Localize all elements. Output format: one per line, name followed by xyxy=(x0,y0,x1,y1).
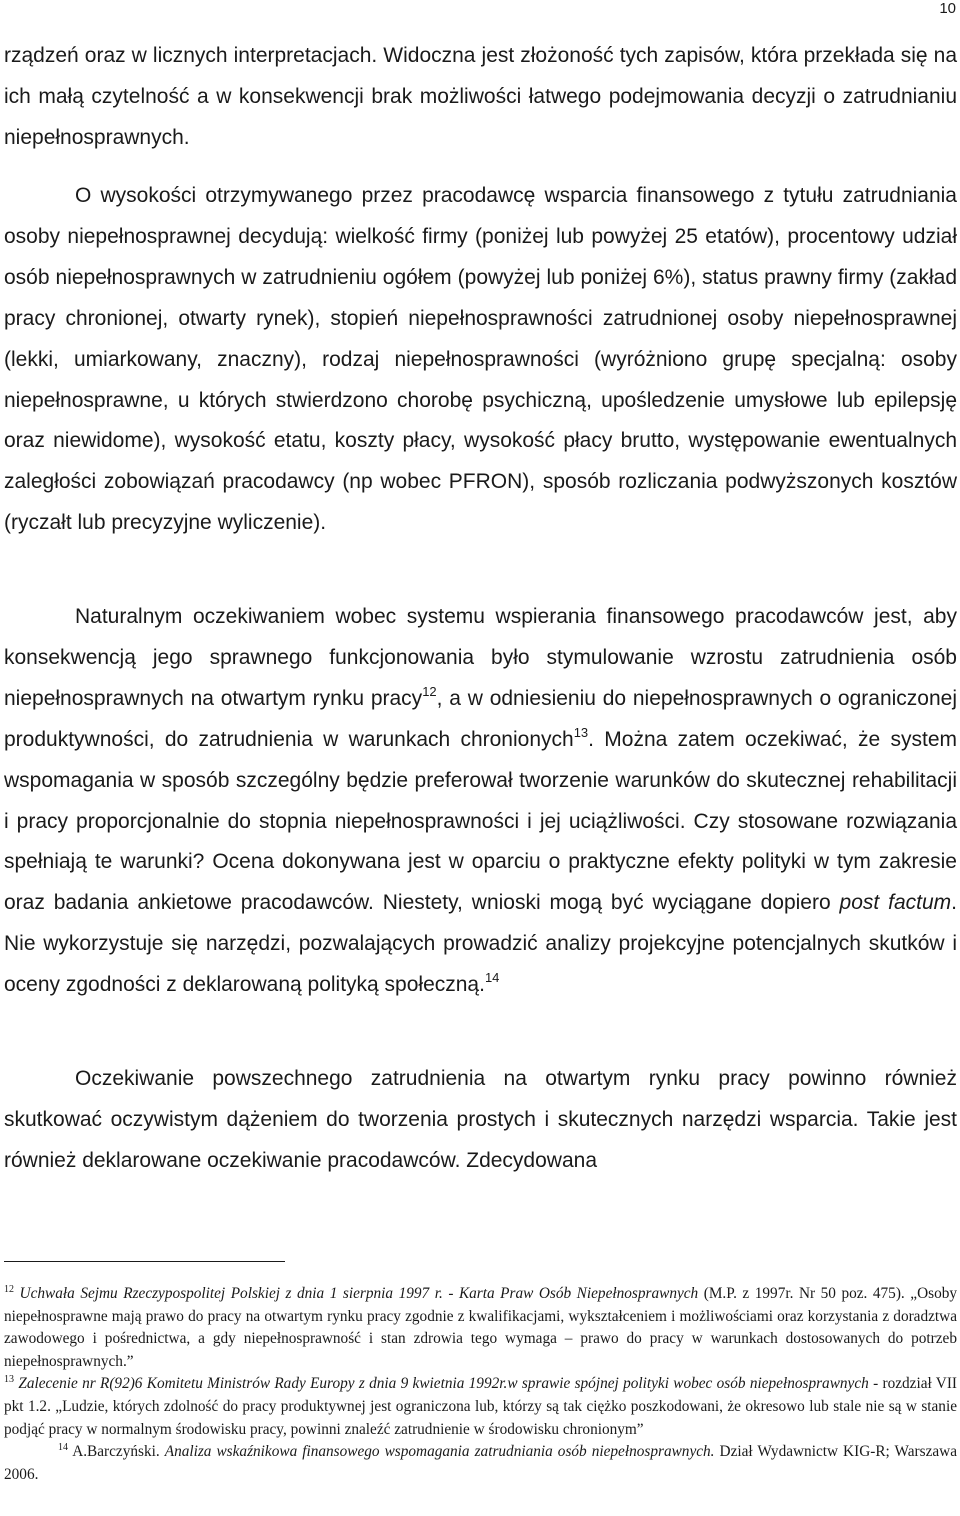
footnote-text: - rozdział VII pkt 1.2. „Ludzie, których zdolność do pracy produktywnej jest ograniczona lub, którzy są tak ciężko poszkodowani, że okresowo lub stale nie są w stanie podjąć pracy w normalnym środowisku pracy, powinni znaleźć zatrudnienie w środowisku chronionym” xyxy=(4,1375,958,1438)
footnote-citation: Analiza wskaźnikowa finansowego wspomagania zatrudniania osób niepełnosprawnych. xyxy=(164,1443,715,1461)
paragraph-segment: . Można zatem oczekiwać, że system wspomagania w sposób szczególny będzie preferował tworzenie warunków do skutecznej rehabilitacji i pracy proporcjonalnie do stopnia niepełnosprawności i jej uciążliwości. Czy stosowane rozwiązania spełniają te warunki? Ocena dokonywana jest w oparciu o praktyczne efekty polityki w tym zakresie oraz badania ankietowe pracodawców. Niestety, wnioski mogą być wyciągane dopiero xyxy=(4,727,957,915)
paragraph-4 xyxy=(4,1059,957,1182)
paragraph-1 xyxy=(4,36,957,159)
footnote-text: (M.P. z 1997r. Nr 50 poz. 475). „Osoby niepełnosprawne mają prawo do pracy na otwartym rynku pracy zgodnie z kwalifikacjami, wykształceniem i możliwościami oraz korzystania z doradztwa zawodowego i pośrednictwa, a gdy niepełnosprawność i stan zdrowia tego wymaga – prawo do pracy w warunkach dostosowanych do potrzeb niepełnosprawnych.” xyxy=(4,1285,958,1370)
footnote-citation: Uchwała Sejmu Rzeczypospolitej Polskiej z dnia 1 sierpnia 1997 r. - Karta Praw Osób Niepełnosprawnych xyxy=(19,1285,699,1302)
footnote-14 xyxy=(4,1441,957,1486)
paragraph-segment: . Nie wykorzystuje się narzędzi, pozwalających prowadzić analizy projekcyjne potencjalnych skutków i oceny zgodności z deklarowaną polityką społeczną. xyxy=(4,891,957,997)
footnote-ref-13[interactable]: 13 xyxy=(573,724,589,740)
footnote-text: Dział Wydawnictw KIG-R; Warszawa 2006. xyxy=(4,1443,957,1483)
footnote-number: 14 xyxy=(58,1442,68,1454)
paragraph-text: O wysokości otrzymywanego przez pracodawcę wsparcia finansowego z tytułu zatrudniania osoby niepełnosprawnej decydują: wielkość firmy (poniżej lub powyżej 25 etatów), procentowy udział osób niepełnosprawnych w zatrudnieniu ogółem (powyżej lub poniżej 6%), status prawny firmy (zakład pracy chronionej, otwarty rynek), stopień niepełnosprawności zatrudnionej osoby niepełnosprawnej (lekki, umiarkowany, znaczny), rodzaj niepełnosprawności (wyróżniono grupę specjalną: osoby niepełnosprawne, u których stwierdzono chorobę psychiczną, upośledzenie umysłowe lub epilepsję oraz niewidome), wysokość etatu, koszty płacy, wysokość płacy brutto, występowanie ewentualnych zaległości zobowiązań pracodawcy (np wobec PFRON), sposób rozliczania podwyższonych kosztów (ryczałt lub precyzyjne wyliczenie). xyxy=(4,184,957,535)
paragraph-text: rządzeń oraz w licznych interpretacjach. Widoczna jest złożoność tych zapisów, która przekłada się na ich małą czytelność a w konsekwencji brak możliwości łatwego podejmowania decyzji o zatrudnianiu niepełnosprawnych. xyxy=(4,44,957,149)
footnote-ref-14[interactable]: 14 xyxy=(484,970,500,986)
paragraph-2 xyxy=(4,176,957,544)
footnote-separator xyxy=(4,1261,285,1262)
paragraph-segment: Naturalnym oczekiwaniem wobec systemu wspierania finansowego pracodawców jest, aby konsekwencją jego sprawnego funkcjonowania było stymulowanie wzrostu zatrudnienia osób niepełnosprawnych na otwartym rynku pracy xyxy=(4,605,957,710)
footnote-number: 13 xyxy=(4,1374,14,1386)
footnote-citation: Zalecenie nr R(92)6 Komitetu Ministrów Rady Europy z dnia 9 kwietnia 1992r.w sprawie spójnej polityki wobec osób niepełnosprawnych xyxy=(18,1375,869,1393)
footnotes xyxy=(4,1283,957,1486)
footnote-number: 12 xyxy=(4,1284,14,1295)
paragraph-text: Oczekiwanie powszechnego zatrudnienia na otwartym rynku pracy powinno również skutkować oczywistym dążeniem do tworzenia prostych i skutecznych narzędzi wsparcia. Takie jest również deklarowane oczekiwanie pracodawców. Zdecydowana xyxy=(4,1067,957,1172)
footnote-13 xyxy=(4,1373,957,1441)
paragraph-text xyxy=(4,597,957,1006)
footnote-ref-12[interactable]: 12 xyxy=(422,683,437,699)
paragraph-3 xyxy=(4,597,957,1006)
page-number: 10 xyxy=(939,0,956,17)
footnote-author: A.Barczyński. xyxy=(72,1443,165,1461)
footnote-12 xyxy=(4,1283,957,1373)
emphasis-text: post factum xyxy=(839,891,952,915)
paragraph-segment: , a w odniesieniu do niepełnosprawnych o ograniczonej produktywności, do zatrudnienia w warunkach chronionych xyxy=(4,686,957,751)
